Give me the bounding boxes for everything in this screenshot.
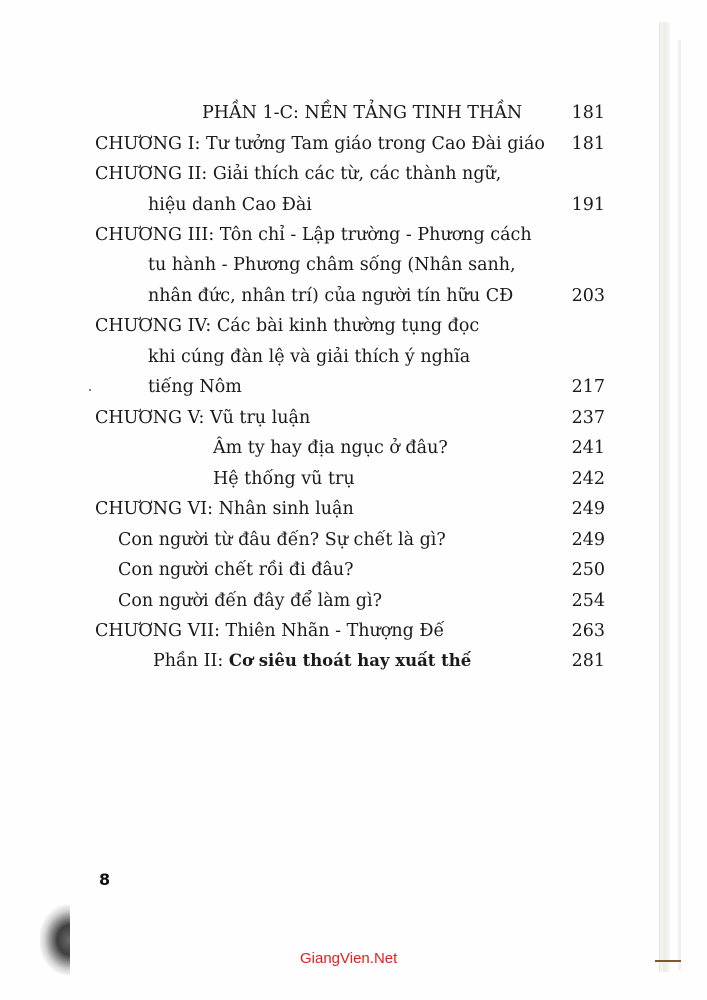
toc-entry-chapter-3	[95, 220, 605, 250]
toc-entry-chapter-1	[95, 129, 605, 159]
toc-subentry	[95, 433, 605, 463]
toc-entry-title: nhân đức, nhân trí) của người tín hữu CĐ	[148, 286, 514, 306]
toc-entry-page: 241	[571, 438, 605, 458]
toc-entry-chapter-7	[95, 616, 605, 646]
toc-entry-page: 249	[571, 530, 605, 550]
toc-entry-page: 237	[571, 408, 605, 428]
watermark: GiangVien.Net	[300, 950, 398, 967]
toc-entry-page: 249	[571, 499, 605, 519]
page-outer-edge	[678, 40, 681, 970]
toc-entry-chapter-3-cont	[95, 281, 605, 311]
toc-entry-title: CHƯƠNG II: Giải thích các từ, các thành ngữ,	[95, 164, 502, 184]
toc-entry-title: Hệ thống vũ trụ	[213, 469, 355, 489]
toc-entry-chapter-6	[95, 494, 605, 524]
toc-entry-title: tiếng Nôm	[148, 377, 242, 397]
toc-subentry	[95, 525, 605, 555]
toc-entry-page: 263	[571, 621, 605, 641]
toc-entry-page: 181	[571, 103, 605, 123]
page-spine-edge	[659, 22, 670, 972]
toc-entry-title: Con người đến đây để làm gì?	[118, 591, 382, 611]
toc-entry-page: 281	[571, 651, 605, 671]
toc-entry-page: 242	[571, 469, 605, 489]
toc-entry-title: CHƯƠNG IV: Các bài kinh thường tụng đọc	[95, 316, 480, 336]
toc-entry-page: 203	[571, 286, 605, 306]
toc-entry-title	[153, 646, 471, 676]
toc-subentry	[95, 464, 605, 494]
toc-entry-page: 191	[571, 195, 605, 215]
toc-heading-part-2	[95, 646, 605, 676]
toc-entry-title: PHẦN 1-C: NỀN TẢNG TINH THẦN	[202, 103, 523, 123]
spine-foot-mark	[655, 960, 681, 966]
toc-entry-title: hiệu danh Cao Đài	[148, 195, 312, 215]
toc-entry-chapter-3-cont	[95, 250, 605, 280]
toc-entry-chapter-4-cont	[95, 342, 605, 372]
toc-subentry	[95, 555, 605, 585]
toc-heading-part-1c	[95, 98, 605, 128]
toc-entry-title: CHƯƠNG VI: Nhân sinh luận	[95, 499, 354, 519]
toc-entry-chapter-2	[95, 159, 605, 189]
toc-entry-title: CHƯƠNG V: Vũ trụ luận	[95, 408, 311, 428]
toc-entry-page: 217	[571, 377, 605, 397]
torn-corner-shadow	[40, 905, 70, 975]
toc-entry-page: 250	[571, 560, 605, 580]
toc-entry-page: 181	[571, 134, 605, 154]
toc-subentry	[95, 586, 605, 616]
toc-entry-title: khi cúng đàn lệ và giải thích ý nghĩa	[148, 347, 471, 367]
toc-entry-title: tu hành - Phương châm sống (Nhân sanh,	[148, 255, 516, 275]
toc-entry-label: Phần II:	[153, 651, 229, 671]
paper-speck	[89, 389, 91, 391]
toc-entry-chapter-4-cont	[95, 372, 605, 402]
toc-entry-title: Âm ty hay địa ngục ở đâu?	[213, 438, 448, 458]
toc-entry-title: Con người chết rồi đi đâu?	[118, 560, 354, 580]
toc-entry-chapter-5	[95, 403, 605, 433]
toc-entry-bold-title: Cơ siêu thoát hay xuất thế	[228, 651, 472, 670]
toc-entry-chapter-2-cont	[95, 190, 605, 220]
toc-entry-title: CHƯƠNG III: Tôn chỉ - Lập trường - Phương cách	[95, 225, 532, 245]
toc-entry-title: CHƯƠNG VII: Thiên Nhãn - Thượng Đế	[95, 621, 445, 641]
page-number: 8	[99, 870, 111, 889]
toc-entry-title: CHƯƠNG I: Tư tưởng Tam giáo trong Cao Đài giáo	[95, 134, 545, 154]
toc-entry-page: 254	[571, 591, 605, 611]
toc-entry-chapter-4	[95, 311, 605, 341]
toc-entry-title: Con người từ đâu đến? Sự chết là gì?	[118, 530, 446, 550]
